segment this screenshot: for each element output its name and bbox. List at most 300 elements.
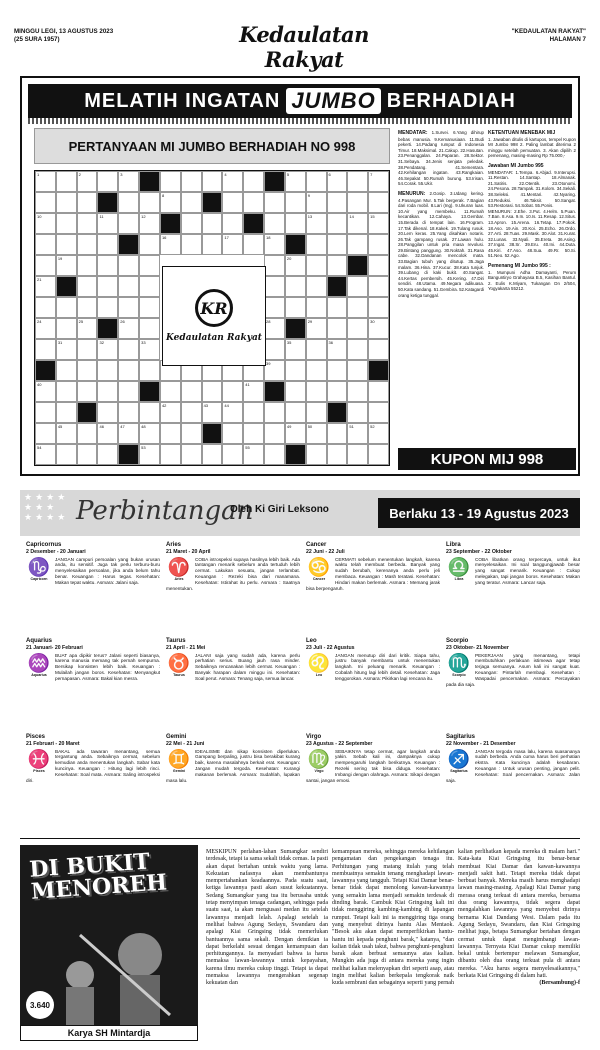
crossword-black-cell	[285, 444, 306, 465]
crossword-cell[interactable]	[202, 213, 223, 234]
zodiac-cancer-icon: ♋ Cancer	[307, 556, 331, 581]
crossword-cell[interactable]: 1	[35, 171, 56, 192]
crossword-cell[interactable]	[160, 444, 181, 465]
crossword-cell[interactable]: 40	[35, 381, 56, 402]
sign-name: Capricornus	[26, 542, 62, 548]
crossword-cell[interactable]	[327, 423, 348, 444]
banner-post: BERHADIAH	[386, 89, 516, 112]
sign-text: BAKAL ada tawaran menantang, semua tergantung anda. Sebaiknya cermat, sebelum kemudian anda menentukan langkah. Sabar kata kuncinya. Keuangan : Hitung lagi lebih rinci. Kesehatan: Soal mata. Asmara: Saling introspeksi diri.	[26, 748, 160, 784]
crossword-cell[interactable]	[368, 255, 389, 276]
crossword-cell[interactable]: 39	[264, 360, 285, 381]
stars-icon: ★★★★ ★★★ ★★★★	[24, 492, 69, 522]
mendatar-text: 1.Survei. 6.Yang dihirup bebas manusia. 9.Kemanusiaan. 11.Budi pekerti. 14.Padang rumput di Indonesia Timur. 18.Maksimal. 21.Cakup. 22.Hasutan. 23.Penanggalan. 24.Paparan. 28.Sektor. 31.Sebaya. 34.Jenis senjata peledak. 38.Pendatang. 41.Sementara. 42.Kehilangan ingatan. 43.Rangkaian. 46.Sepakat 50.Rumah burung. 53.Irisan. 54.Corak. 55.Ukir.	[398, 130, 484, 187]
sign-text: COBA libatkan orang terpercaya, untuk ikut menyelesaikan. Ini soal tanggungjawab besar yang sangat menarik. Keuangan : Cukup melegakan, tapi jangan boros. Kesehatan: Makan yang teratur. Asmara: Lancar saja.	[475, 556, 580, 586]
crossword-cell[interactable]	[35, 255, 56, 276]
crossword-cell[interactable]	[181, 381, 202, 402]
issue-date: MINGGU LEGI, 13 AGUSTUS 2023	[14, 28, 114, 35]
crossword-cell[interactable]	[181, 234, 202, 255]
crossword-cell[interactable]: 46	[97, 423, 118, 444]
sign-date: 21 Januari- 20 Februari	[26, 645, 83, 651]
crossword-cell[interactable]	[56, 444, 77, 465]
crossword-cell[interactable]	[160, 171, 181, 192]
winners-title: Pemenang MI Jumbo 995 :	[488, 263, 551, 270]
zodiac-aries-icon: ♈ Aries	[167, 556, 191, 581]
crossword-cell[interactable]	[118, 255, 139, 276]
zodiac-libra-icon: ♎ Libra	[447, 556, 471, 581]
crossword-cell[interactable]	[77, 213, 98, 234]
menurun-text: 2.Gosip. 3.Udang kering. 4.Pasangan Mur. 5.Tak bergerak. 7.Bagian dari roda mobil. 8.Lari (Ing). 9.Ukuran luas. 10.Air yang membeku. 11.Rumah kecantikan. 12.Cahaya. 13.Gembar. 15.Berada di tempat lain. 16.Program. 17.Tak dikenal. 18.Kakek. 19.Tulang rusuk. 20.Lem keras. 25.Yang disahkan notaris. 26.Tak gampang rusak. 27.Lawan hulu. 28.Panggilan untuk pria masa revolusi. 29.Bintang panggung. 30.Noktah. 31.Rasa cabe. 32.Dandanan mencolok mata. 33.Bagian tubuh yang ditutup. 35.Jaga malam. 36.Hina. 37.Kucur. 38.Kata tunjuk. 39.Lubang di kaki bukit. 40.Sangat. 44.Kertas pembersih. 45.Kering. 47.Diri sendiri. 48.Utama. 49.Negara adikuasa. 50.Kata sandang. 51.Gembira. 52.Katagardi orang ketiga tunggal.	[398, 190, 484, 298]
crossword-black-cell	[264, 381, 285, 402]
crossword-cell[interactable]	[97, 276, 118, 297]
crossword-cell[interactable]	[97, 255, 118, 276]
crossword-black-cell	[285, 318, 306, 339]
crossword-cell[interactable]: 26	[118, 318, 139, 339]
crossword-cell[interactable]	[327, 192, 348, 213]
zodiac-gemini	[166, 734, 300, 828]
sign-name: Sagitarius	[446, 734, 476, 740]
answers	[488, 163, 576, 259]
sign-text: BUAT apa dipikir terus? Jalani seperti biasanya, karena manusia memang tak pernah sempurna. Bersikap konsisten lebih baik. Keuangan : Mulailah jangan boros. Kesehatan: Menyangkut pernapasan. Asmara: Bakal kian mesra.	[55, 652, 160, 682]
sign-name: Taurus	[166, 638, 186, 644]
zodiac-leo-icon: ♌ Leo	[307, 652, 331, 677]
crossword-cell[interactable]	[77, 297, 98, 318]
crossword-cell[interactable]: 6	[327, 171, 348, 192]
crossword-cell[interactable]	[181, 402, 202, 423]
crossword-cell[interactable]	[368, 192, 389, 213]
crossword-black-cell	[77, 402, 98, 423]
serial-story-section	[20, 838, 580, 1042]
crossword-cell[interactable]: 10	[35, 213, 56, 234]
crossword-cell[interactable]: 51	[347, 423, 368, 444]
story-column-3-text: kalian perlihatkan kepada mereka di malam hari." Kata-kata Kiai Gringsing itu benar-benar membuat Kiai Damar dan kawan-kawannya menjadi sakit hati. Tetapi mereka tidak dapat berbuat banyak. Mereka masih harus menghadapi lawan masing-masing. Apalagi Kiai Damar yang merasa orang terkuat di antara mereka, bersama dua orang kawannya, tidak segera dapat mengalahkan lawannya yang menyebut dirinya bernama Kiai Dandang Wesi. Dalam pada itu Agung Sedayu, Swandaru, dan Kiai Gringsing melihat juga, betapa Sumangkar bertahan dengan cermat untuk dapat mengimbangi lawan-lawannya. Ternyata Kiai Damar cukup memiliki bekal untuk bertempur melawan Sumangkar, dibantu oleh dua orang terkuat pula di antara mereka. "Aku harus segera menyelesaikannya," berkata Kiai Gringsing di dalam hati.	[458, 849, 580, 980]
zodiac-scorpio-icon: ♏ Scorpio	[447, 652, 471, 677]
comic-title: DI BUKIT MENOREH	[28, 848, 168, 905]
crossword-cell[interactable]	[347, 192, 368, 213]
crossword-cell[interactable]: 35	[285, 339, 306, 360]
answers-title: Jawaban MI Jumbo 995	[488, 162, 544, 169]
crossword-cell[interactable]: 31	[56, 339, 77, 360]
crossword-cell[interactable]	[139, 192, 160, 213]
crossword-cell[interactable]	[160, 423, 181, 444]
crossword-grid[interactable]	[34, 170, 390, 466]
crossword-cell[interactable]	[243, 192, 264, 213]
crossword-cell[interactable]	[118, 297, 139, 318]
crossword-cell[interactable]	[118, 339, 139, 360]
crossword-black-cell	[285, 234, 306, 255]
crossword-cell[interactable]	[306, 297, 327, 318]
crossword-cell[interactable]	[139, 360, 160, 381]
crossword-cell[interactable]	[327, 213, 348, 234]
crossword-cell[interactable]	[139, 234, 160, 255]
crossword-cell[interactable]	[347, 381, 368, 402]
crossword-cell[interactable]	[347, 234, 368, 255]
crossword-cell[interactable]: 5	[285, 171, 306, 192]
crossword-cell[interactable]	[56, 171, 77, 192]
crossword-cell[interactable]	[56, 213, 77, 234]
crossword-cell[interactable]: 52	[368, 423, 389, 444]
crossword-cell[interactable]	[56, 402, 77, 423]
crossword-cell[interactable]	[285, 192, 306, 213]
section-name: "KEDAULATAN RAKYAT"	[511, 28, 586, 35]
crossword-cell[interactable]	[160, 381, 181, 402]
coupon-label: KUPON MIJ 998	[398, 448, 576, 470]
crossword-cell[interactable]	[264, 255, 285, 276]
crossword-cell[interactable]	[264, 402, 285, 423]
crossword-cell[interactable]	[56, 192, 77, 213]
sign-text: IDEALISME dan sikap konsisten diperlukan. Gampang berpaling, justru bisa berakibat kurang baik, karena masalahnya berkait erat. Keuangan: Jangan mudah tergoda. Kesehatan: Kurangi makanan berlemak. Asmara: Sudahlah, lupakan masa lalu.	[166, 748, 300, 784]
crossword-cell[interactable]: 2	[77, 171, 98, 192]
sign-name: Aries	[166, 542, 182, 548]
crossword-cell[interactable]: 25	[77, 318, 98, 339]
crossword-cell[interactable]	[222, 423, 243, 444]
crossword-cell[interactable]	[368, 402, 389, 423]
crossword-cell[interactable]	[264, 339, 285, 360]
clues-menurun	[398, 191, 484, 298]
crossword-cell[interactable]	[77, 192, 98, 213]
crossword-black-cell	[118, 444, 139, 465]
zodiac-taurus	[166, 638, 300, 732]
rules	[488, 130, 576, 159]
zodiac-scorpio	[446, 638, 580, 732]
crossword-cell[interactable]	[118, 402, 139, 423]
crossword-cell[interactable]	[222, 192, 243, 213]
crossword-black-cell	[35, 360, 56, 381]
crossword-cell[interactable]	[306, 255, 327, 276]
crossword-black-cell	[202, 192, 223, 213]
hijri-date: (25 SURA 1957)	[14, 36, 60, 43]
answers-menurun: MENURUN: 2.Ehe. 3.Put. 4.Helm. 5.Puan. 7.Ban. 8.Asa. 9.In. 10.Is. 11.Resap. 12.Situs. 13.Apron. 15.Arena. 16.Tetap. 17.Pokok. 18.Aso. 19.Ain. 20.Koi. 25.Echo. 26.Ordo. 27.Arti. 28.Tuas. 29.Mask. 30.Alot. 31.Kurat. 32.Lunas. 33.Nyali. 35.Ereta. 36.Asing. 37.Ingat. 38.Sr. 39.Eru. 40.Ini. 44.Duta. 45.Kiri. 47.Aso. 48.Sua. 49.Rr. 50.Si. 51.Neo. 52.Ago.	[488, 208, 576, 259]
winners	[488, 263, 576, 292]
horoscope-section	[20, 490, 580, 828]
crossword-cell[interactable]	[306, 402, 327, 423]
menurun-label: MENURUN:	[398, 190, 426, 197]
sign-text: CERMATI sebelum menentukan langkah, karena waktu telah membuat berbeda. Banyak yang sudah berubah, kerenanya anda perlu jeli membaca. Keuangan : Mash teratasi. Kesehatan: Hindari makan berlemak. Asmara : Memang jarak bisa berpengaruh.	[306, 556, 440, 592]
horoscope-period: Berlaku 13 - 19 Agustus 2023	[378, 498, 580, 528]
crossword-cell[interactable]	[56, 381, 77, 402]
story-author: Karya SH Mintardja	[20, 1025, 198, 1041]
crossword-cell[interactable]	[347, 360, 368, 381]
crossword-cell[interactable]	[77, 444, 98, 465]
crossword-cell[interactable]	[181, 444, 202, 465]
zodiac-aquarius	[26, 638, 160, 732]
crossword-cell[interactable]	[56, 234, 77, 255]
page-number: HALAMAN 7	[549, 36, 586, 43]
crossword-cell[interactable]: 41	[243, 381, 264, 402]
crossword-cell[interactable]	[77, 255, 98, 276]
crossword-cell[interactable]	[285, 360, 306, 381]
clues-column-2	[488, 130, 576, 292]
crossword-cell[interactable]	[347, 339, 368, 360]
crossword-cell[interactable]	[139, 276, 160, 297]
crossword-cell[interactable]: 29	[306, 318, 327, 339]
crossword-cell[interactable]	[368, 444, 389, 465]
masthead-logo: Kedaulatan Rakyat	[239, 22, 369, 72]
crossword-cell[interactable]: 20	[285, 255, 306, 276]
crossword-cell[interactable]	[264, 423, 285, 444]
crossword-cell[interactable]: 43	[202, 402, 223, 423]
crossword-cell[interactable]	[327, 318, 348, 339]
crossword-cell[interactable]	[264, 213, 285, 234]
crossword-cell[interactable]	[77, 276, 98, 297]
crossword-cell[interactable]	[327, 234, 348, 255]
sign-text: JALANI saja yang sudah ada, karena perlu perhatian serius. Buang jauh rasa minder. Sebaiknya rencanakan lebih cermat. Keuangan : Banyak harapan dalam minggu ini. Kesehatan: Soal perut. Asmara: Tenang saja, semua lancar.	[195, 652, 300, 682]
crossword-cell[interactable]	[35, 423, 56, 444]
crossword-cell[interactable]: 9	[306, 192, 327, 213]
crossword-cell[interactable]	[56, 318, 77, 339]
crossword-black-cell	[97, 318, 118, 339]
zodiac-virgo	[306, 734, 440, 828]
crossword-cell[interactable]: 11	[97, 213, 118, 234]
sign-date: 23 Juli - 22 Agustus	[306, 645, 355, 651]
crossword-cell[interactable]	[35, 192, 56, 213]
crossword-cell[interactable]	[77, 381, 98, 402]
zodiac-virgo-icon: ♍ Virgo	[307, 748, 331, 773]
crossword-cell[interactable]	[222, 213, 243, 234]
crossword-cell[interactable]: 17	[222, 234, 243, 255]
crossword-cell[interactable]	[181, 213, 202, 234]
crossword-black-cell	[56, 276, 77, 297]
crossword-cell[interactable]	[306, 276, 327, 297]
winners-text: 1. Mumpuni Adha Damayanti, Perum Banguntiryo Grahayasa B.5, Kasihan Bantul. 2. Eulis K.Miyam, Tukangan Dn 2/504, Yogyakarta 55212.	[488, 269, 576, 292]
page-info	[512, 28, 586, 44]
crossword-cell[interactable]	[181, 171, 202, 192]
zodiac-pisces-icon: ♓ Pisces	[27, 748, 51, 773]
crossword-cell[interactable]	[264, 276, 285, 297]
story-column-3	[458, 849, 580, 988]
sign-name: Leo	[306, 638, 317, 644]
crossword-cell[interactable]	[139, 255, 160, 276]
crossword-cell[interactable]	[202, 381, 223, 402]
zodiac-capricornus	[26, 542, 160, 636]
crossword-cell[interactable]: 42	[160, 402, 181, 423]
crossword-cell[interactable]: 3	[118, 171, 139, 192]
crossword-cell[interactable]: 44	[222, 402, 243, 423]
crossword-cell[interactable]: 53	[139, 444, 160, 465]
zodiac-capricornus-icon: ♑ Capricorn	[27, 556, 51, 581]
crossword-cell[interactable]	[285, 381, 306, 402]
crossword-cell[interactable]	[35, 339, 56, 360]
sign-text: JANGAN campuri persoalan yang bukan urusan anda, itu sensitif. Juga tak perlu terburu-buru menyelesaikan persoalan, jika anda belum tahu benar. Keuangan : Harus tegas. Kesehatan: Makan tepat waktu. Asmara: Jalani saja.	[55, 556, 160, 586]
crossword-cell[interactable]	[368, 276, 389, 297]
crossword-cell[interactable]	[77, 423, 98, 444]
crossword-cell[interactable]	[77, 360, 98, 381]
crossword-cell[interactable]	[285, 402, 306, 423]
crossword-cell[interactable]	[306, 234, 327, 255]
crossword-black-cell	[139, 171, 160, 192]
clues-column-1	[398, 130, 484, 298]
crossword-cell[interactable]: 28	[264, 318, 285, 339]
crossword-black-cell	[264, 171, 285, 192]
crossword-cell[interactable]	[118, 276, 139, 297]
crossword-cell[interactable]: 8	[160, 192, 181, 213]
crossword-cell[interactable]	[56, 360, 77, 381]
crossword-black-cell	[243, 213, 264, 234]
rules-title: KETENTUAN MENEBAK MIJ	[488, 130, 556, 136]
crossword-black-cell	[327, 276, 348, 297]
crossword-cell[interactable]: 36	[327, 339, 348, 360]
crossword-cell[interactable]	[181, 192, 202, 213]
horoscope-title: Perbintangan	[76, 496, 254, 526]
rules-text: 1. Jawaban ditulis di kartupos, tempel Kupon MI Jumbo 998 2. Paling lambat diterima 2 minggu setelah pemuatan. 3. Akan dipilih 2 pemenang, masing-masing Rp 75.000,-	[488, 136, 576, 159]
crossword-black-cell	[368, 360, 389, 381]
crossword-cell[interactable]: 16	[160, 234, 181, 255]
crossword-cell[interactable]	[35, 234, 56, 255]
sign-name: Virgo	[306, 734, 322, 740]
crossword-cell[interactable]: 30	[368, 318, 389, 339]
crossword-cell[interactable]: 32	[97, 339, 118, 360]
horoscope-banner	[20, 490, 580, 536]
crossword-cell[interactable]	[368, 339, 389, 360]
crossword-cell[interactable]	[243, 234, 264, 255]
sign-text: COBA introspeksi supaya hasilnya lebih baik. Ada tantangan menarik sebelum anda tertuduh lebih cermat. Lakukan sesuatu, jangan terlambat. Keuangan : Rezeki bisa dari manamana. Kesehatan: Istirahat itu perlu. Asmara : Saatnya menentukan.	[166, 556, 300, 592]
crossword-cell[interactable]	[306, 444, 327, 465]
crossword-cell[interactable]	[222, 381, 243, 402]
sign-name: Aquarius	[26, 638, 53, 644]
zodiac-pisces	[26, 734, 160, 828]
crossword-cell[interactable]: 4	[222, 171, 243, 192]
zodiac-sagitarius-icon: ♐ Sagitarius	[447, 748, 471, 773]
crossword-cell[interactable]	[306, 360, 327, 381]
sign-date: 23 Oktober- 21 November	[446, 645, 509, 651]
crossword-cell[interactable]	[181, 423, 202, 444]
crossword-cell[interactable]	[347, 171, 368, 192]
sign-text: SEBAIKNYA tetap cermat, agar langkah anda yakin. Sebab kali ini, dampaknya cukup mempengaruhi langkah berikutnya. Keuangan : Rezeki sering tak bisa diduga. Kesehatan: Imbangi dengan olahraga. Asmara: Sikapi dengan santai, jangan emosi.	[306, 748, 440, 784]
crossword-black-cell	[97, 192, 118, 213]
sign-text: JANGAN tergoda masa lalu, karena suasananya sudah berbeda. Anda cuma harus beri perhatian ekstra. Kata kuncinya adalah kesabaran. Keuangan : Untuk urusan penting, jangan pelit. Kesehatan: Soal pencernakan. Asmara: Jalan saja.	[446, 748, 580, 784]
crossword-cell[interactable]	[347, 297, 368, 318]
crossword-cell[interactable]	[327, 360, 348, 381]
crossword-cell[interactable]	[118, 213, 139, 234]
crossword-cell[interactable]: 49	[285, 423, 306, 444]
crossword-cell[interactable]: 33	[139, 339, 160, 360]
page-header	[14, 22, 586, 72]
crossword-cell[interactable]: 19	[56, 255, 77, 276]
crossword-cell[interactable]	[139, 297, 160, 318]
crossword-cell[interactable]	[118, 360, 139, 381]
crossword-cell[interactable]	[327, 444, 348, 465]
crossword-cell[interactable]	[285, 297, 306, 318]
crossword-cell[interactable]: 15	[368, 213, 389, 234]
crossword-cell[interactable]	[368, 297, 389, 318]
sign-name: Scorpio	[446, 638, 469, 644]
crossword-cell[interactable]	[97, 297, 118, 318]
crossword-cell[interactable]	[327, 381, 348, 402]
sign-date: 21 April - 21 Mei	[166, 645, 206, 651]
crossword-cell[interactable]	[264, 444, 285, 465]
crossword-cell[interactable]	[368, 234, 389, 255]
banner-pre: MELATIH INGATAN	[84, 89, 281, 112]
grid-logo-text: Kedaulatan Rakyat	[166, 333, 262, 343]
crossword-cell[interactable]	[97, 444, 118, 465]
crossword-cell[interactable]	[35, 402, 56, 423]
zodiac-aries	[166, 542, 300, 636]
crossword-cell[interactable]	[118, 381, 139, 402]
crossword-cell[interactable]	[243, 171, 264, 192]
sign-date: 21 Maret - 20 April	[166, 549, 211, 555]
crossword-cell[interactable]	[347, 402, 368, 423]
crossword-cell[interactable]	[139, 402, 160, 423]
sign-date: 23 Agustus - 22 September	[306, 741, 373, 747]
crossword-cell[interactable]	[306, 339, 327, 360]
crossword-cell[interactable]	[327, 255, 348, 276]
crossword-cell[interactable]	[347, 444, 368, 465]
crossword-cell[interactable]	[118, 192, 139, 213]
answers-mendatar: MENDATAR: 1.Tempa. 6.Abjad. 9.Interupsi. 11.Restan. 14.Santap. 18.Almanak. 21.Satiris. 22.Otentik. 23.Otonomi. 24.Pesona. 28.Tampak. 31.Kolom. 34.Sekali. 38.Seleksi. 41.Mentari. 42.Nyaring. 43.Reduksi. 46.Taksir. 50.Sangat. 53.Restorasi. 54.Sobat. 55.Ponis.	[488, 169, 576, 209]
crossword-cell[interactable]: 21	[35, 276, 56, 297]
crossword-cell[interactable]	[139, 318, 160, 339]
crossword-cell[interactable]	[35, 297, 56, 318]
crossword-cell[interactable]: 50	[306, 423, 327, 444]
zodiac-sagitarius	[446, 734, 580, 828]
crossword-cell[interactable]	[347, 276, 368, 297]
clues-mendatar	[398, 130, 484, 187]
date-block	[14, 28, 113, 44]
crossword-banner	[28, 84, 572, 118]
sign-date: 23 September - 22 Oktober	[446, 549, 512, 555]
decorative-stripes	[28, 118, 572, 124]
crossword-cell[interactable]	[285, 213, 306, 234]
crossword-cell[interactable]: 18	[264, 234, 285, 255]
crossword-cell[interactable]: 47	[118, 423, 139, 444]
crossword-cell[interactable]	[56, 297, 77, 318]
crossword-cell[interactable]	[97, 171, 118, 192]
crossword-cell[interactable]	[243, 423, 264, 444]
crossword-cell[interactable]: 13	[306, 213, 327, 234]
crossword-cell[interactable]	[306, 171, 327, 192]
crossword-cell[interactable]: 54	[35, 444, 56, 465]
crossword-cell[interactable]	[77, 339, 98, 360]
crossword-cell[interactable]	[306, 381, 327, 402]
crossword-cell[interactable]	[327, 297, 348, 318]
crossword-black-cell	[347, 255, 368, 276]
crossword-cell[interactable]	[368, 381, 389, 402]
sign-date: 22 November - 21 Desember	[446, 741, 516, 747]
crossword-cell[interactable]: 45	[56, 423, 77, 444]
crossword-cell[interactable]	[97, 360, 118, 381]
crossword-cell[interactable]	[222, 444, 243, 465]
crossword-cell[interactable]: 24	[35, 318, 56, 339]
crossword-cell[interactable]: 12	[139, 213, 160, 234]
crossword-cell[interactable]	[243, 402, 264, 423]
crossword-cell[interactable]	[202, 234, 223, 255]
crossword-cell[interactable]: 7	[368, 171, 389, 192]
crossword-cell[interactable]	[77, 234, 98, 255]
crossword-cell[interactable]	[264, 297, 285, 318]
crossword-cell[interactable]	[202, 444, 223, 465]
crossword-cell[interactable]: 48	[139, 423, 160, 444]
banner-jumbo: JUMBO	[286, 88, 380, 114]
sign-text: PEKERJAAN yang menantang, tetapi membutuhkan perlakuan istimewa agar tetap terjaga semuanya. Asum kali ini sangat kuat. Keuangan: Pintarlah membagi. Kesehatan : Waspadai pencernakan. Asmara: Percayakan pada dia saja.	[446, 652, 580, 688]
crossword-cell[interactable]	[97, 381, 118, 402]
continued-label: (Bersambung)-f	[539, 980, 580, 987]
crossword-cell[interactable]	[285, 276, 306, 297]
crossword-black-cell	[327, 402, 348, 423]
crossword-cell[interactable]: 14	[347, 213, 368, 234]
story-column-2: kemampuan mereka, sehingga mereka kehilangan pengamatan dan pengekangan tenaga itu. Perhitungan yang matang itulah yang telah membuatnya semakin tenang menghadapi lawan-lawannya yang tangguh. Tetapi Kiai Damar benar-benar tidak dapat menolong kawan-kawannya yang semakin lama menjadi semakin terdesak di dinding barak. Cambuk Kiai Gringsing kali ini tidak menggiring kambing-kambing di lapangan rumput. Tetapi kali ini ia menggiring tiga orang yang menyebut dirinya hantu Alas Mentaok. "Besok aku akan dapat memperfikirkan hantu-hantu ini kepada penghuni barak," katanya, "dan kalian tidak usah takut, bahwa penghuni-penghuni barak akan berbuat semaunya atas kalian. Mungkin ada juga di antara mereka yang ingin melihat kalian melenyapkan diri seperti asap, atau ingin melihat kalian berkepala tengkorak naik kuda sembrani dan sebagainya seperti yang pernah	[332, 849, 454, 987]
crossword-subtitle: PERTANYAAN MI JUMBO BERHADIAH NO 998	[34, 128, 390, 164]
crossword-cell[interactable]	[97, 402, 118, 423]
crossword-black-cell	[160, 213, 181, 234]
kr-logo-icon: KR	[195, 289, 233, 327]
crossword-cell[interactable]	[264, 192, 285, 213]
crossword-black-cell	[139, 381, 160, 402]
crossword-cell[interactable]: 55	[243, 444, 264, 465]
sign-text: JANGAN menutup diri dari kritik. Siapa tahu, justru banyak membantu untuk menentukan langkah. Ini peluang menarik. Keuangan : Cobalah hitung lagi lebih detail. Kesehatan: Jaga tenggorokan. Asmara: Pikirkan lagi rencana itu.	[335, 652, 440, 682]
crossword-cell[interactable]	[202, 171, 223, 192]
crossword-cell[interactable]	[347, 318, 368, 339]
zodiac-aquarius-icon: ♒ Aquarius	[27, 652, 51, 677]
crossword-cell[interactable]	[97, 234, 118, 255]
